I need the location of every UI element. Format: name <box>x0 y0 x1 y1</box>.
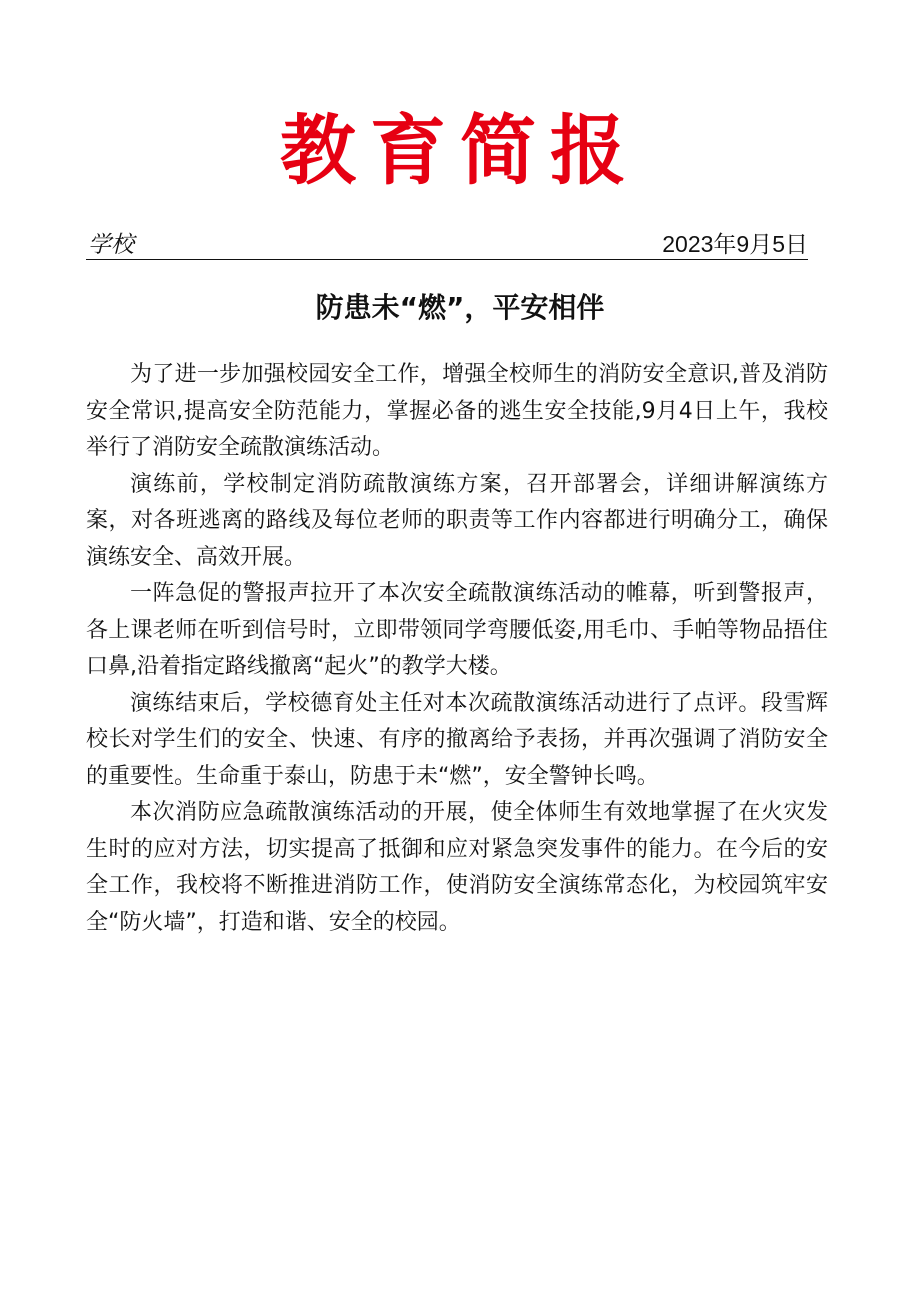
paragraph: 演练前，学校制定消防疏散演练方案，召开部署会，详细讲解演练方案，对各班逃离的路线及每位老师的职责等工作内容都进行明确分工，确保演练安全、高效开展。 <box>86 471 828 570</box>
article-title: 防患未“燃”，平安相伴 <box>315 291 605 324</box>
paragraph: 本次消防应急疏散演练活动的开展，使全体师生有效地掌握了在火灾发生时的应对方法，切实提高了抵御和应对紧急突发事件的能力。在今后的安全工作，我校将不断推进消防工作，使消防安全演练常态化，为校园筑牢安全“防火墙”，打造和谐、安全的校园。 <box>86 800 828 935</box>
masthead-title: 教育简报 <box>280 106 640 195</box>
issue-info-line <box>86 229 808 260</box>
school-label: 学校 <box>88 231 134 257</box>
paragraph: 一阵急促的警报声拉开了本次安全疏散演练活动的帷幕，听到警报声，各上课老师在听到信号时，立即带领同学弯腰低姿,用毛巾、手帕等物品捂住口鼻,沿着指定路线撤离“起火”的教学大楼。 <box>86 581 828 679</box>
issue-date: 2023年9月5日 <box>662 231 808 257</box>
paragraph: 为了进一步加强校园安全工作，增强全校师生的消防安全意识,普及消防安全常识,提高安全防范能力，掌握必备的逃生安全技能,9月4日上午，我校举行了消防安全疏散演练活动。 <box>86 362 828 460</box>
article-body <box>86 357 828 941</box>
paragraph: 演练结束后，学校德育处主任对本次疏散演练活动进行了点评。段雪辉校长对学生们的安全、快速、有序的撤离给予表扬，并再次强调了消防安全的重要性。生命重于泰山，防患于未“燃”，安全警钟长鸣。 <box>86 690 828 789</box>
